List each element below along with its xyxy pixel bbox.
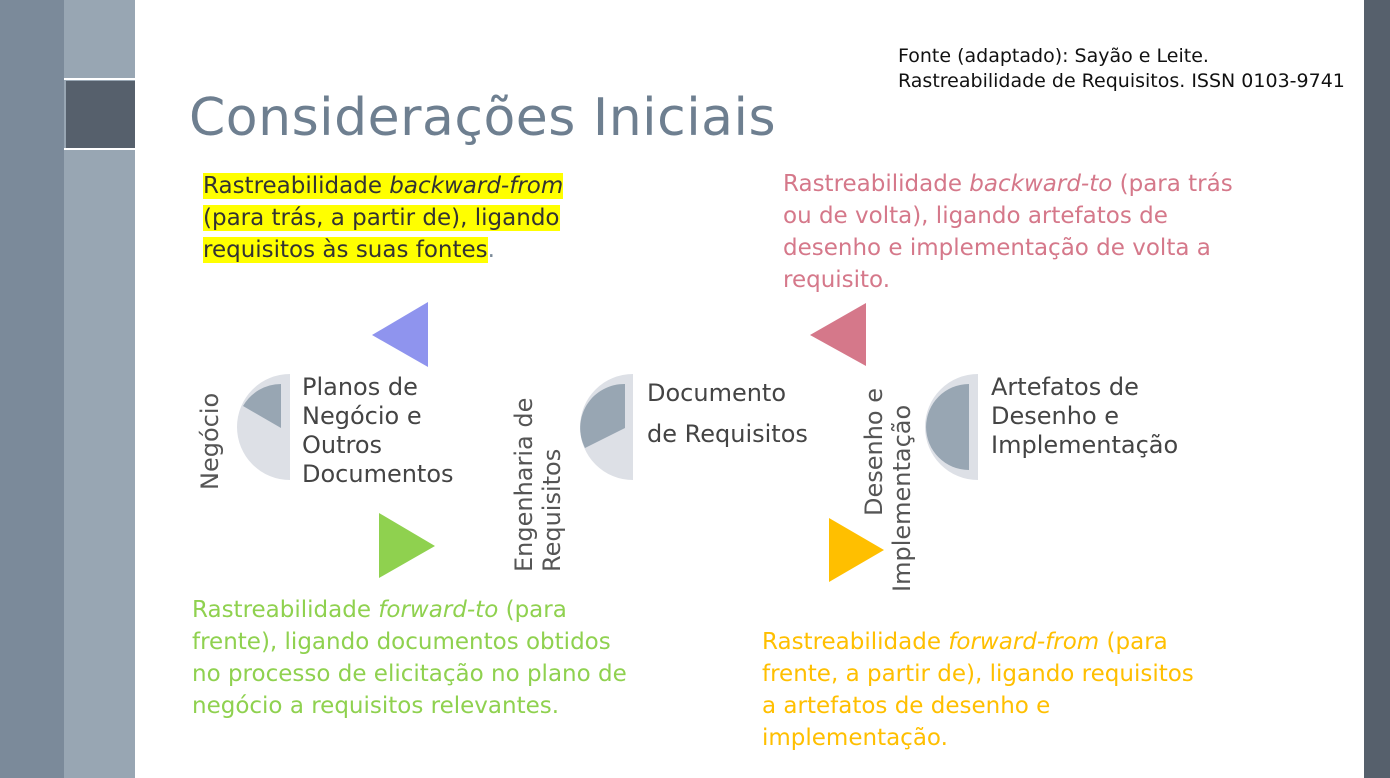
node-line: Outros [302,431,383,459]
callout-tail: . [487,237,495,263]
stage-label-line: Desenho e [860,387,888,516]
source-line-2: Rastreabilidade de Requisitos. ISSN 0103-9741 [898,70,1345,92]
callout-prefix: Rastreabilidade [192,597,379,623]
node-line: Implementação [991,431,1179,459]
callout-forward-to [192,594,632,722]
callout-prefix: Rastreabilidade [783,171,970,197]
node-line: Documento [647,379,787,407]
callout-forward-from [762,626,1212,754]
callout-text: (para frente), ligando documentos obtidos no processo de elicitação no plano de negócio a requisitos relevantes. [192,597,627,719]
node-text-design [991,373,1178,460]
callout-text: (para trás ou de volta), ligando artefatos de desenho e implementação de volta a requisito. [783,171,1233,293]
callout-term: backward-to [969,171,1113,197]
node-line: Planos de [302,373,418,401]
stage-label-line: Implementação [888,404,916,592]
callout-prefix: Rastreabilidade [762,629,949,655]
node-line: Documentos [302,460,454,488]
node-line: Desenho e [991,402,1120,430]
forward-to-arrow [379,513,435,578]
node-text-requirements [647,373,808,455]
node-line: Artefatos de [991,373,1139,401]
source-line-1: Fonte (adaptado): Sayão e Leite. [898,45,1209,67]
callout-prefix: Rastreabilidade [203,173,390,199]
stage-label-requirements [510,398,566,572]
stage-label-line: Engenharia de [510,397,538,572]
callout-term: backward-from [389,173,564,199]
callout-backward-to [783,168,1263,296]
callout-term: forward-to [378,597,499,623]
node-text-business [302,373,454,489]
slide-title: Considerações Iniciais [189,88,777,148]
requirements-doc-node [580,374,633,480]
stage-label-business: Negócio [196,392,224,490]
business-plans-node [237,374,290,480]
node-line: Negócio e [302,402,422,430]
callout-text: (para frente, a partir de), ligando requisitos a artefatos de desenho e implementação. [762,629,1194,751]
callout-text: (para trás, a partir de), ligando requisitos às suas fontes [203,205,560,263]
design-artifacts-node [925,374,978,480]
backward-to-arrow [810,303,866,366]
backward-from-arrow [372,302,428,367]
node-line: de Requisitos [647,420,808,448]
stage-label-design [860,388,916,592]
callout-backward-from [203,170,623,266]
stage-label-line: Requisitos [538,448,566,572]
callout-term: forward-from [948,629,1100,655]
